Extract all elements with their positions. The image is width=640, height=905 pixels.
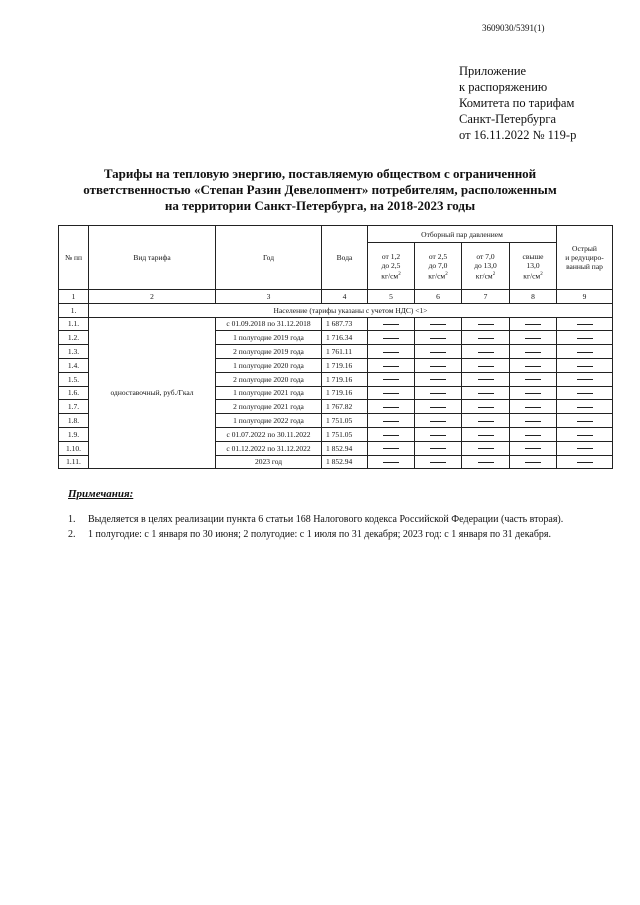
dash-mark: [577, 462, 593, 463]
dash-mark: [478, 393, 494, 394]
header-text: свыше: [522, 251, 544, 261]
empty-value-cell: [557, 317, 613, 331]
column-number: 2: [89, 290, 216, 304]
empty-value-cell: [557, 331, 613, 345]
water-value: 1 751.05: [322, 414, 368, 428]
dash-mark: [430, 324, 446, 325]
empty-value-cell: [462, 372, 510, 386]
dash-mark: [478, 324, 494, 325]
header-text: 13,0: [526, 260, 540, 270]
dash-mark: [577, 435, 593, 436]
tariff-table: [58, 225, 613, 469]
column-number: 5: [368, 290, 415, 304]
empty-value-cell: [368, 455, 415, 469]
note-num: 1.: [68, 514, 76, 525]
water-value: 1 716.34: [322, 331, 368, 345]
dash-mark: [430, 407, 446, 408]
empty-value-cell: [415, 345, 462, 359]
dash-mark: [478, 366, 494, 367]
dash-mark: [478, 407, 494, 408]
dash-mark: [577, 407, 593, 408]
row-num: 1.4.: [59, 358, 89, 372]
dash-mark: [430, 435, 446, 436]
dash-mark: [525, 435, 541, 436]
dash-mark: [383, 407, 399, 408]
column-number: 6: [415, 290, 462, 304]
empty-value-cell: [557, 400, 613, 414]
dash-mark: [525, 324, 541, 325]
appendix-line: Комитета по тарифам: [459, 96, 575, 110]
water-value: 1 852.94: [322, 441, 368, 455]
empty-value-cell: [462, 358, 510, 372]
dash-mark: [478, 435, 494, 436]
dash-mark: [383, 448, 399, 449]
period-cell: с 01.07.2022 по 30.11.2022: [216, 427, 322, 441]
header-text: до 13,0: [474, 260, 497, 270]
empty-value-cell: [510, 455, 557, 469]
period-cell: с 01.09.2018 по 31.12.2018: [216, 317, 322, 331]
column-number: 3: [216, 290, 322, 304]
appendix-line: Санкт-Петербурга: [459, 112, 557, 126]
dash-mark: [525, 352, 541, 353]
section-num: 1.: [59, 303, 89, 317]
header-sharp-steam: [557, 226, 613, 290]
row-num: 1.1.: [59, 317, 89, 331]
water-value: 1 719.16: [322, 372, 368, 386]
header-text: от 7,0: [476, 251, 495, 261]
title-line: ответственностью «Степан Разин Девелопмент» потребителям, расположенным: [83, 182, 557, 197]
empty-value-cell: [510, 400, 557, 414]
header-steam-2: [415, 243, 462, 290]
dash-mark: [525, 462, 541, 463]
notes-list: [68, 512, 563, 542]
dash-mark: [430, 393, 446, 394]
water-value: 1 719.16: [322, 386, 368, 400]
header-text: до 2,5: [381, 260, 401, 270]
period-cell: с 01.12.2022 по 31.12.2022: [216, 441, 322, 455]
dash-mark: [430, 462, 446, 463]
empty-value-cell: [510, 372, 557, 386]
dash-mark: [430, 421, 446, 422]
water-value: 1 852.94: [322, 455, 368, 469]
empty-value-cell: [510, 441, 557, 455]
empty-value-cell: [368, 317, 415, 331]
dash-mark: [478, 379, 494, 380]
empty-value-cell: [368, 386, 415, 400]
period-cell: 2 полугодие 2019 года: [216, 345, 322, 359]
dash-mark: [478, 448, 494, 449]
column-number: 4: [322, 290, 368, 304]
header-text: кг/см: [428, 271, 446, 281]
empty-value-cell: [462, 331, 510, 345]
dash-mark: [478, 338, 494, 339]
dash-mark: [478, 462, 494, 463]
dash-mark: [430, 379, 446, 380]
header-text: кг/см: [381, 271, 399, 281]
dash-mark: [525, 379, 541, 380]
empty-value-cell: [368, 400, 415, 414]
dash-mark: [525, 366, 541, 367]
dash-mark: [383, 338, 399, 339]
dash-mark: [577, 421, 593, 422]
dash-mark: [577, 379, 593, 380]
empty-value-cell: [368, 331, 415, 345]
superscript: 2: [398, 271, 401, 277]
empty-value-cell: [368, 427, 415, 441]
dash-mark: [430, 352, 446, 353]
dash-mark: [525, 448, 541, 449]
empty-value-cell: [557, 441, 613, 455]
water-value: 1 751.05: [322, 427, 368, 441]
empty-value-cell: [368, 358, 415, 372]
dash-mark: [383, 393, 399, 394]
row-num: 1.11.: [59, 455, 89, 469]
empty-value-cell: [510, 331, 557, 345]
row-num: 1.10.: [59, 441, 89, 455]
appendix-line: к распоряжению: [459, 80, 548, 94]
empty-value-cell: [510, 414, 557, 428]
empty-value-cell: [415, 400, 462, 414]
row-num: 1.8.: [59, 414, 89, 428]
empty-value-cell: [415, 317, 462, 331]
table-row: [59, 317, 613, 331]
header-text: кг/см: [523, 271, 541, 281]
empty-value-cell: [415, 372, 462, 386]
period-cell: 1 полугодие 2020 года: [216, 358, 322, 372]
header-text: от 1,2: [381, 251, 401, 261]
dash-mark: [478, 352, 494, 353]
dash-mark: [383, 352, 399, 353]
empty-value-cell: [510, 386, 557, 400]
empty-value-cell: [415, 427, 462, 441]
dash-mark: [577, 338, 593, 339]
header-steam-4: [510, 243, 557, 290]
note-num: 2.: [68, 529, 76, 540]
dash-mark: [383, 421, 399, 422]
header-year: Год: [216, 226, 322, 290]
note-item: [68, 512, 563, 527]
period-cell: 2 полугодие 2021 года: [216, 400, 322, 414]
water-value: 1 767.82: [322, 400, 368, 414]
superscript: 2: [492, 271, 496, 277]
header-steam-3: [462, 243, 510, 290]
empty-value-cell: [557, 455, 613, 469]
empty-value-cell: [462, 400, 510, 414]
superscript: 2: [445, 271, 448, 277]
empty-value-cell: [557, 345, 613, 359]
empty-value-cell: [462, 386, 510, 400]
appendix-line: от 16.11.2022 № 119-р: [459, 128, 577, 142]
empty-value-cell: [510, 317, 557, 331]
table-body: [59, 317, 613, 469]
dash-mark: [430, 448, 446, 449]
empty-value-cell: [415, 358, 462, 372]
dash-mark: [525, 421, 541, 422]
empty-value-cell: [368, 441, 415, 455]
empty-value-cell: [557, 358, 613, 372]
notes-title: Примечания:: [68, 488, 134, 500]
empty-value-cell: [557, 414, 613, 428]
empty-value-cell: [510, 345, 557, 359]
empty-value-cell: [462, 455, 510, 469]
row-num: 1.2.: [59, 331, 89, 345]
table-header-row: [59, 226, 613, 243]
header-steam-group: Отборный пар давлением: [368, 226, 557, 243]
dash-mark: [525, 338, 541, 339]
water-value: 1 761.11: [322, 345, 368, 359]
row-num: 1.9.: [59, 427, 89, 441]
column-number: 7: [462, 290, 510, 304]
empty-value-cell: [415, 414, 462, 428]
dash-mark: [577, 393, 593, 394]
empty-value-cell: [415, 441, 462, 455]
dash-mark: [525, 393, 541, 394]
header-water: Вода: [322, 226, 368, 290]
water-value: 1 719.16: [322, 358, 368, 372]
header-text: до 7,0: [428, 260, 448, 270]
appendix-line: Приложение: [459, 64, 527, 78]
period-cell: 1 полугодие 2021 года: [216, 386, 322, 400]
dash-mark: [478, 421, 494, 422]
appendix-block: [459, 63, 576, 143]
column-number: 8: [510, 290, 557, 304]
document-title: [60, 166, 580, 214]
empty-value-cell: [368, 372, 415, 386]
empty-value-cell: [557, 427, 613, 441]
column-number: 9: [557, 290, 613, 304]
header-text: от 2,5: [428, 251, 448, 261]
row-num: 1.7.: [59, 400, 89, 414]
section-row: [59, 303, 613, 317]
period-cell: 1 полугодие 2022 года: [216, 414, 322, 428]
header-text: ванный пар: [566, 262, 603, 271]
period-cell: 2 полугодие 2020 года: [216, 372, 322, 386]
note-text: Выделяется в целях реализации пункта 6 статьи 168 Налогового кодекса Российской Федерации (часть вторая).: [88, 514, 564, 525]
dash-mark: [383, 435, 399, 436]
empty-value-cell: [510, 427, 557, 441]
empty-value-cell: [462, 427, 510, 441]
row-num: 1.5.: [59, 372, 89, 386]
dash-mark: [577, 324, 593, 325]
title-line: на территории Санкт-Петербурга, на 2018-2023 годы: [164, 198, 476, 213]
header-text: кг/см: [475, 271, 493, 281]
dash-mark: [577, 352, 593, 353]
empty-value-cell: [462, 441, 510, 455]
column-number-row: [59, 290, 613, 304]
header-text: Острый: [572, 244, 597, 253]
period-cell: 1 полугодие 2019 года: [216, 331, 322, 345]
header-num: № пп: [59, 226, 89, 290]
header-text: и редуциро-: [565, 253, 604, 262]
empty-value-cell: [557, 372, 613, 386]
dash-mark: [430, 338, 446, 339]
dash-mark: [525, 407, 541, 408]
empty-value-cell: [462, 414, 510, 428]
water-value: 1 687.73: [322, 317, 368, 331]
empty-value-cell: [415, 455, 462, 469]
empty-value-cell: [368, 345, 415, 359]
document-number: 3609030/5391(1): [482, 23, 545, 33]
dash-mark: [383, 462, 399, 463]
empty-value-cell: [557, 386, 613, 400]
tariff-type-cell: одноставочный, руб./Гкал: [89, 317, 216, 469]
header-tariff-type: Вид тарифа: [89, 226, 216, 290]
dash-mark: [383, 366, 399, 367]
dash-mark: [430, 366, 446, 367]
header-steam-1: [368, 243, 415, 290]
note-text: 1 полугодие: с 1 января по 30 июня; 2 полугодие: с 1 июля по 31 декабря; 2023 год: с 1 января по 31 декабря.: [88, 529, 552, 540]
row-num: 1.6.: [59, 386, 89, 400]
dash-mark: [383, 379, 399, 380]
empty-value-cell: [415, 331, 462, 345]
empty-value-cell: [462, 345, 510, 359]
dash-mark: [577, 448, 593, 449]
empty-value-cell: [368, 414, 415, 428]
section-label: Население (тарифы указаны с учетом НДС) <1>: [89, 303, 613, 317]
dash-mark: [577, 366, 593, 367]
superscript: 2: [540, 271, 543, 277]
row-num: 1.3.: [59, 345, 89, 359]
period-cell: 2023 год: [216, 455, 322, 469]
note-item: [68, 527, 563, 542]
empty-value-cell: [510, 358, 557, 372]
empty-value-cell: [462, 317, 510, 331]
title-line: Тарифы на тепловую энергию, поставляемую обществом с ограниченной: [103, 166, 537, 181]
column-number: 1: [59, 290, 89, 304]
dash-mark: [383, 324, 399, 325]
empty-value-cell: [415, 386, 462, 400]
